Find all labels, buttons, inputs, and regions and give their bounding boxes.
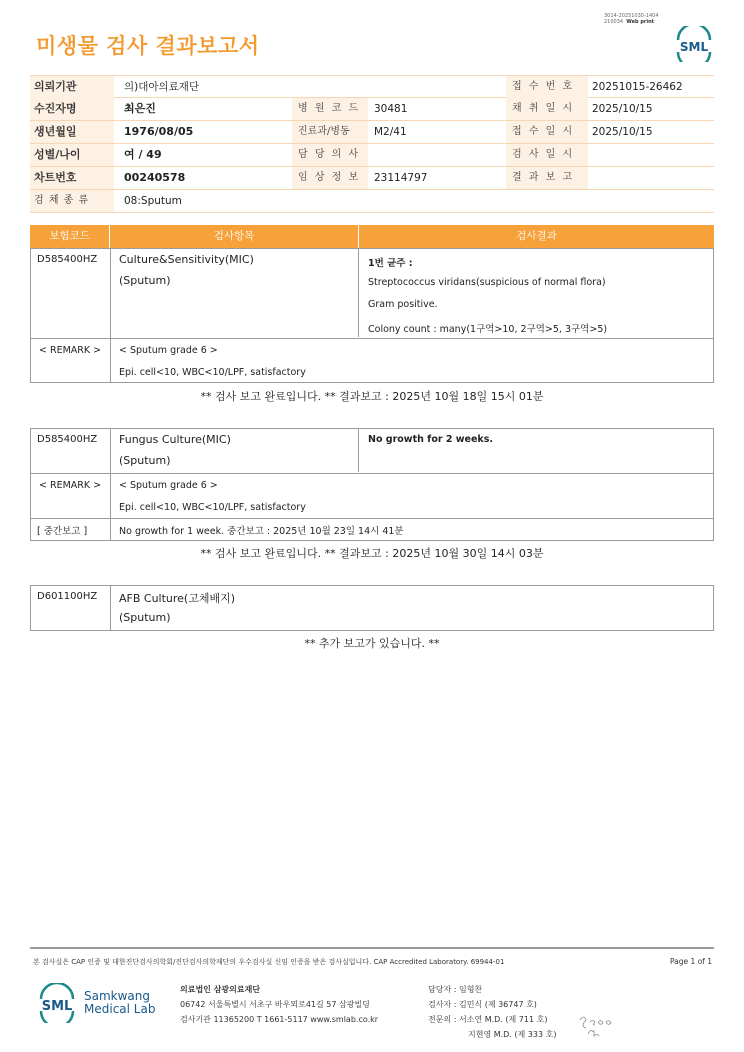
remark-line: < Sputum grade 6 > xyxy=(119,345,218,356)
doctor-label: 담 당 의 사 xyxy=(292,144,368,166)
certification-text: 본 검사실은 CAP 인증 및 대한진단검사의학회/진단검사의학재단의 우수검사실 신임 인증을 받은 검사실입니다. CAP Accredited Laboratory. 69944-01 xyxy=(33,958,505,966)
result-line: Gram positive. xyxy=(368,299,438,310)
hospital-code-value: 30481 xyxy=(374,103,408,115)
remark-line: Epi. cell<10, WBC<10/LPF, satisfactory xyxy=(119,367,306,378)
info-row xyxy=(30,190,714,213)
info-row xyxy=(30,121,714,144)
doc-code-line1: 3014-20251030-1404 xyxy=(604,13,659,19)
signature xyxy=(576,1010,616,1040)
sml-logo xyxy=(674,26,714,62)
hospital-code-label: 병 원 코 드 xyxy=(292,98,368,120)
brand-line2: Medical Lab xyxy=(84,1002,156,1016)
clinical-info-label: 임 상 정 보 xyxy=(292,167,368,189)
institution-label: 의뢰기관 xyxy=(30,76,114,98)
test-date-label: 검 사 일 시 xyxy=(506,144,588,166)
logo-text: SML xyxy=(679,40,709,54)
test-specimen: (Sputum) xyxy=(119,454,171,467)
test-date-value xyxy=(588,144,592,166)
test-specimen: (Sputum) xyxy=(119,611,171,624)
col-item-header: 검사항목 xyxy=(213,230,255,242)
test-block-afb xyxy=(30,585,714,631)
test-status: ** 검사 보고 완료입니다. ** 결과보고 : 2025년 10월 30일 14시 03분 xyxy=(200,547,544,560)
result-line: Colony count : many(1구역>10, 2구역>5, 3구역>5) xyxy=(368,324,608,335)
remark-label: < REMARK > xyxy=(39,480,102,491)
staff-info xyxy=(428,982,556,1042)
dept-label: 진료과/병동 xyxy=(292,121,368,143)
staff-specialist: 전문의 : 서소연 M.D. (제 711 호) xyxy=(428,1015,548,1024)
doc-code-line2: 210034 xyxy=(604,19,624,25)
collection-date-label: 채 취 일 시 xyxy=(506,98,588,120)
specimen-value: 08:Sputum xyxy=(124,195,182,207)
organization-info xyxy=(180,982,378,1027)
brand-name xyxy=(84,990,155,1016)
birth-label: 생년월일 xyxy=(30,121,114,143)
sex-age-label: 성별/나이 xyxy=(30,144,114,166)
info-row xyxy=(30,75,714,98)
footer-divider xyxy=(30,947,714,949)
page-number: Page 1 of 1 xyxy=(670,957,713,966)
info-row xyxy=(30,167,714,190)
test-specimen: (Sputum) xyxy=(119,274,171,287)
test-result: No growth for 2 weeks. xyxy=(368,434,493,445)
col-result-header: 검사결과 xyxy=(516,230,557,242)
institution-value: 의)대아의료재단 xyxy=(124,81,200,93)
remark-label: < REMARK > xyxy=(39,345,102,356)
staff-tester: 검사자 : 김민식 (제 36747 호) xyxy=(428,1000,537,1009)
birth-value: 1976/08/05 xyxy=(124,125,194,138)
test-status: ** 추가 보고가 있습니다. ** xyxy=(304,637,440,650)
results-table-header xyxy=(30,225,714,248)
sml-footer-logo xyxy=(37,983,77,1023)
org-address: 06742 서울특별시 서초구 바우뫼로41길 57 삼광빌딩 xyxy=(180,1000,370,1009)
name-label: 수진자명 xyxy=(30,98,114,120)
logo-text: SML xyxy=(41,999,73,1014)
specimen-label: 검 체 종 류 xyxy=(30,190,114,212)
dept-value: M2/41 xyxy=(374,126,407,138)
info-row xyxy=(30,98,714,121)
received-date-label: 접 수 일 시 xyxy=(506,121,588,143)
result-line: 1번 균주 : xyxy=(368,258,413,269)
org-name: 의료법인 삼광의료재단 xyxy=(180,985,261,994)
info-row xyxy=(30,144,714,167)
col-code-header: 보험코드 xyxy=(49,230,90,242)
result-report-label: 결 과 보 고 xyxy=(506,167,588,189)
result-line: Streptococcus viridans(suspicious of normal flora) xyxy=(368,277,606,288)
chart-no-label: 차트번호 xyxy=(30,167,114,189)
sex-age-value: 여 / 49 xyxy=(124,148,162,161)
clinical-info-value: 23114797 xyxy=(374,172,428,184)
result-report-value xyxy=(588,167,592,189)
remark-line: < Sputum grade 6 > xyxy=(119,480,218,491)
test-code: D585400HZ xyxy=(37,254,98,265)
test-block-fungus xyxy=(30,428,714,541)
test-name: Culture&Sensitivity(MIC) xyxy=(119,253,254,266)
remark-line: Epi. cell<10, WBC<10/LPF, satisfactory xyxy=(119,502,306,513)
staff-in-charge: 담당자 : 임형찬 xyxy=(428,985,483,994)
name-value: 최은진 xyxy=(124,102,156,115)
reception-no-value: 20251015-26462 xyxy=(592,81,683,93)
interim-text: No growth for 1 week. 중간보고 : 2025년 10월 23일 14시 41분 xyxy=(119,526,404,537)
brand-line1: Samkwang xyxy=(84,989,150,1003)
received-date-value: 2025/10/15 xyxy=(592,126,653,138)
test-name: Fungus Culture(MIC) xyxy=(119,433,231,446)
chart-no-value: 00240578 xyxy=(124,171,186,184)
print-label: Web print xyxy=(626,19,655,25)
interim-label: [ 중간보고 ] xyxy=(37,526,88,537)
test-block-culture xyxy=(30,248,714,383)
test-code: D585400HZ xyxy=(37,434,98,445)
staff-specialist: 지현영 M.D. (제 333 호) xyxy=(468,1030,557,1039)
document-code xyxy=(604,13,659,25)
report-title: 미생물 검사 결과보고서 xyxy=(36,34,260,58)
test-status: ** 검사 보고 완료입니다. ** 결과보고 : 2025년 10월 18일 15시 01분 xyxy=(200,390,544,403)
collection-date-value: 2025/10/15 xyxy=(592,103,653,115)
org-contact: 검사기관 11365200 T 1661-5117 www.smlab.co.kr xyxy=(180,1015,379,1024)
test-code: D601100HZ xyxy=(37,591,98,602)
doctor-value xyxy=(370,144,374,166)
reception-no-label: 접 수 번 호 xyxy=(506,76,588,98)
test-name: AFB Culture(고체배지) xyxy=(119,592,236,605)
